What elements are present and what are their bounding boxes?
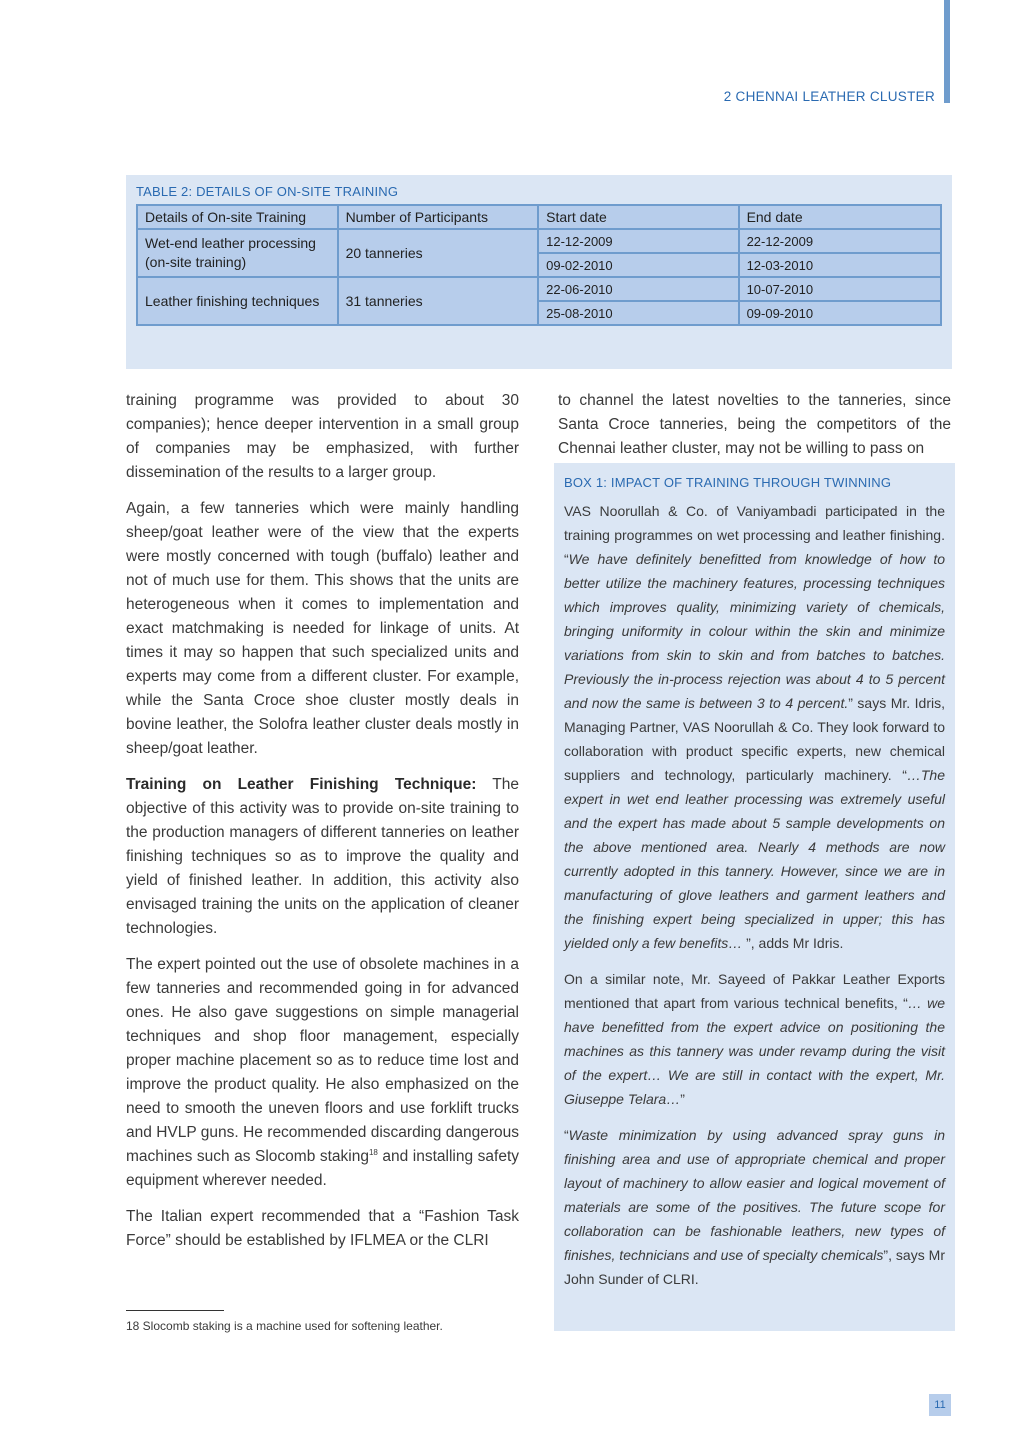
training-table <box>136 204 942 326</box>
box-quote: Waste minimization by using advanced spray guns in finishing area and use of appropriate chemical and proper layout of machinery to allow easier and logical movement of materials are some of the positives. The future scope for collaboration can be fashionable leathers, new types of finishes, technicians and use of specialty chemicals <box>564 1127 945 1263</box>
body-paragraph: training programme was provided to about 30 companies); hence deeper intervention in a small group of companies may be emphasized, with further dissemination of the results to a larger group. <box>126 392 519 481</box>
body-paragraph <box>126 773 519 941</box>
box-text: VAS Noorullah & Co. of Vaniyambadi participated in the training programmes on wet processing and leather finishing. “ <box>564 503 945 567</box>
table-row <box>137 229 941 253</box>
decorative-side-bar <box>944 0 950 103</box>
paragraph-text: and installing safety equipment wherever needed. <box>126 1148 519 1189</box>
box-text: ” <box>680 1091 685 1107</box>
box-text: ” says Mr. Idris, Managing Partner, VAS Noorullah & Co. They look forward to collaboration with product specific experts, new chemical suppliers and technology, particularly machinery. “ <box>564 695 945 783</box>
left-column <box>126 389 519 1265</box>
start-date-cell: 25-08-2010 <box>538 301 738 325</box>
training-detail-cell: Leather finishing techniques <box>137 277 338 325</box>
paragraph-text: The expert pointed out the use of obsolete machines in a few tanneries and recommended going in for advanced ones. He also gave suggestions on simple managerial techniques and shop floor management, especially proper machine placement so as to reduce time lost and improve the product quality. He also emphasized on the need to smooth the uneven floors and use forklift trucks and HVLP guns. He recommended discarding dangerous machines such as Slocomb staking <box>126 956 519 1165</box>
page-number: 11 <box>929 1394 951 1416</box>
column-header: End date <box>739 205 941 229</box>
box-title: BOX 1: IMPACT OF TRAINING THROUGH TWINNING <box>564 475 892 490</box>
box-text: ”, says Mr John Sunder of CLRI. <box>564 1247 945 1287</box>
start-date-cell: 22-06-2010 <box>538 277 738 301</box>
box-paragraph <box>564 967 945 1111</box>
end-date-cell: 09-09-2010 <box>739 301 941 325</box>
body-paragraph: Again, a few tanneries which were mainly handling sheep/goat leather were of the view that the experts were mostly concerned with tough (buffalo) leather and not of much use for them. This shows that the units are heterogeneous when it comes to implementation and exact matchmaking is needed for linkage of units. At times it may so happen that such specialized units and experts may come from a different cluster. For example, while the Santa Croce shoe cluster mostly deals in bovine leather, the Solofra leather cluster deals mostly in sheep/goat leather. <box>126 500 519 757</box>
footnote-marker: 18 <box>368 1147 378 1157</box>
info-box-content <box>564 471 945 1303</box>
info-box <box>554 463 955 1331</box>
footnote-rule <box>126 1310 224 1311</box>
footnote: 18 Slocomb staking is a machine used for softening leather. <box>126 1319 443 1333</box>
start-date-cell: 09-02-2010 <box>538 253 738 277</box>
body-paragraph: The Italian expert recommended that a “Fashion Task Force” should be established by IFLMEA or the CLRI <box>126 1208 519 1249</box>
body-paragraph: to channel the latest novelties to the tanneries, since Santa Croce tanneries, being the competitors of the Chennai leather cluster, may not be willing to pass on <box>558 392 951 457</box>
box-text: ”, adds Mr Idris. <box>742 935 844 951</box>
right-column <box>558 389 951 473</box>
end-date-cell: 12-03-2010 <box>739 253 941 277</box>
box-quote: We have definitely benefitted from knowledge of how to better utilize the machinery features, processing techniques which improves quality, minimizing variety of chemicals, bringing uniformity in colour within the skin and minimize variations from skin to skin and from batches to batches. Previously the in-process rejection was about 4 to 5 percent and now the same is between 3 to 4 percent. <box>564 551 945 711</box>
box-quote: …The expert in wet end leather processing was extremely useful and the expert has made about 5 sample developments on the above mentioned area. Nearly 4 methods are now currently adopted in this tannery. However, since we are in manufacturing of glove leathers and garment leathers and the finishing expert being specialized in upper; this has yielded only a few benefits… <box>564 767 945 951</box>
table-panel <box>126 175 952 369</box>
box-text: “ <box>564 1127 569 1143</box>
box-paragraph <box>564 499 945 955</box>
start-date-cell: 12-12-2009 <box>538 229 738 253</box>
paragraph-text: The objective of this activity was to provide on-site training to the production managers of different tanneries on leather finishing techniques so as to improve the quality and yield of finished leather. In addition, this activity also envisaged training the units on the application of cleaner technologies. <box>126 776 519 937</box>
table-row <box>137 277 941 301</box>
participants-cell: 20 tanneries <box>338 229 539 277</box>
box-paragraph <box>564 1123 945 1291</box>
end-date-cell: 10-07-2010 <box>739 277 941 301</box>
column-header: Details of On-site Training <box>137 205 338 229</box>
running-head: 2 CHENNAI LEATHER CLUSTER <box>723 89 935 104</box>
participants-cell: 31 tanneries <box>338 277 539 325</box>
training-detail-cell: Wet-end leather processing (on-site training) <box>137 229 338 277</box>
box-text: On a similar note, Mr. Sayeed of Pakkar Leather Exports mentioned that apart from various technical benefits, “ <box>564 971 945 1011</box>
box-quote: … we have benefitted from the expert advice on positioning the machines as this tannery was under revamp during the visit of the expert… We are still in contact with the expert, Mr. Giuseppe Telara… <box>564 995 945 1107</box>
table-caption: TABLE 2: DETAILS OF ON-SITE TRAINING <box>136 184 399 199</box>
table-header-row <box>137 205 941 229</box>
column-header: Start date <box>538 205 738 229</box>
end-date-cell: 22-12-2009 <box>739 229 941 253</box>
column-header: Number of Participants <box>338 205 539 229</box>
paragraph-heading: Training on Leather Finishing Technique: <box>126 776 477 793</box>
body-paragraph <box>126 953 519 1193</box>
